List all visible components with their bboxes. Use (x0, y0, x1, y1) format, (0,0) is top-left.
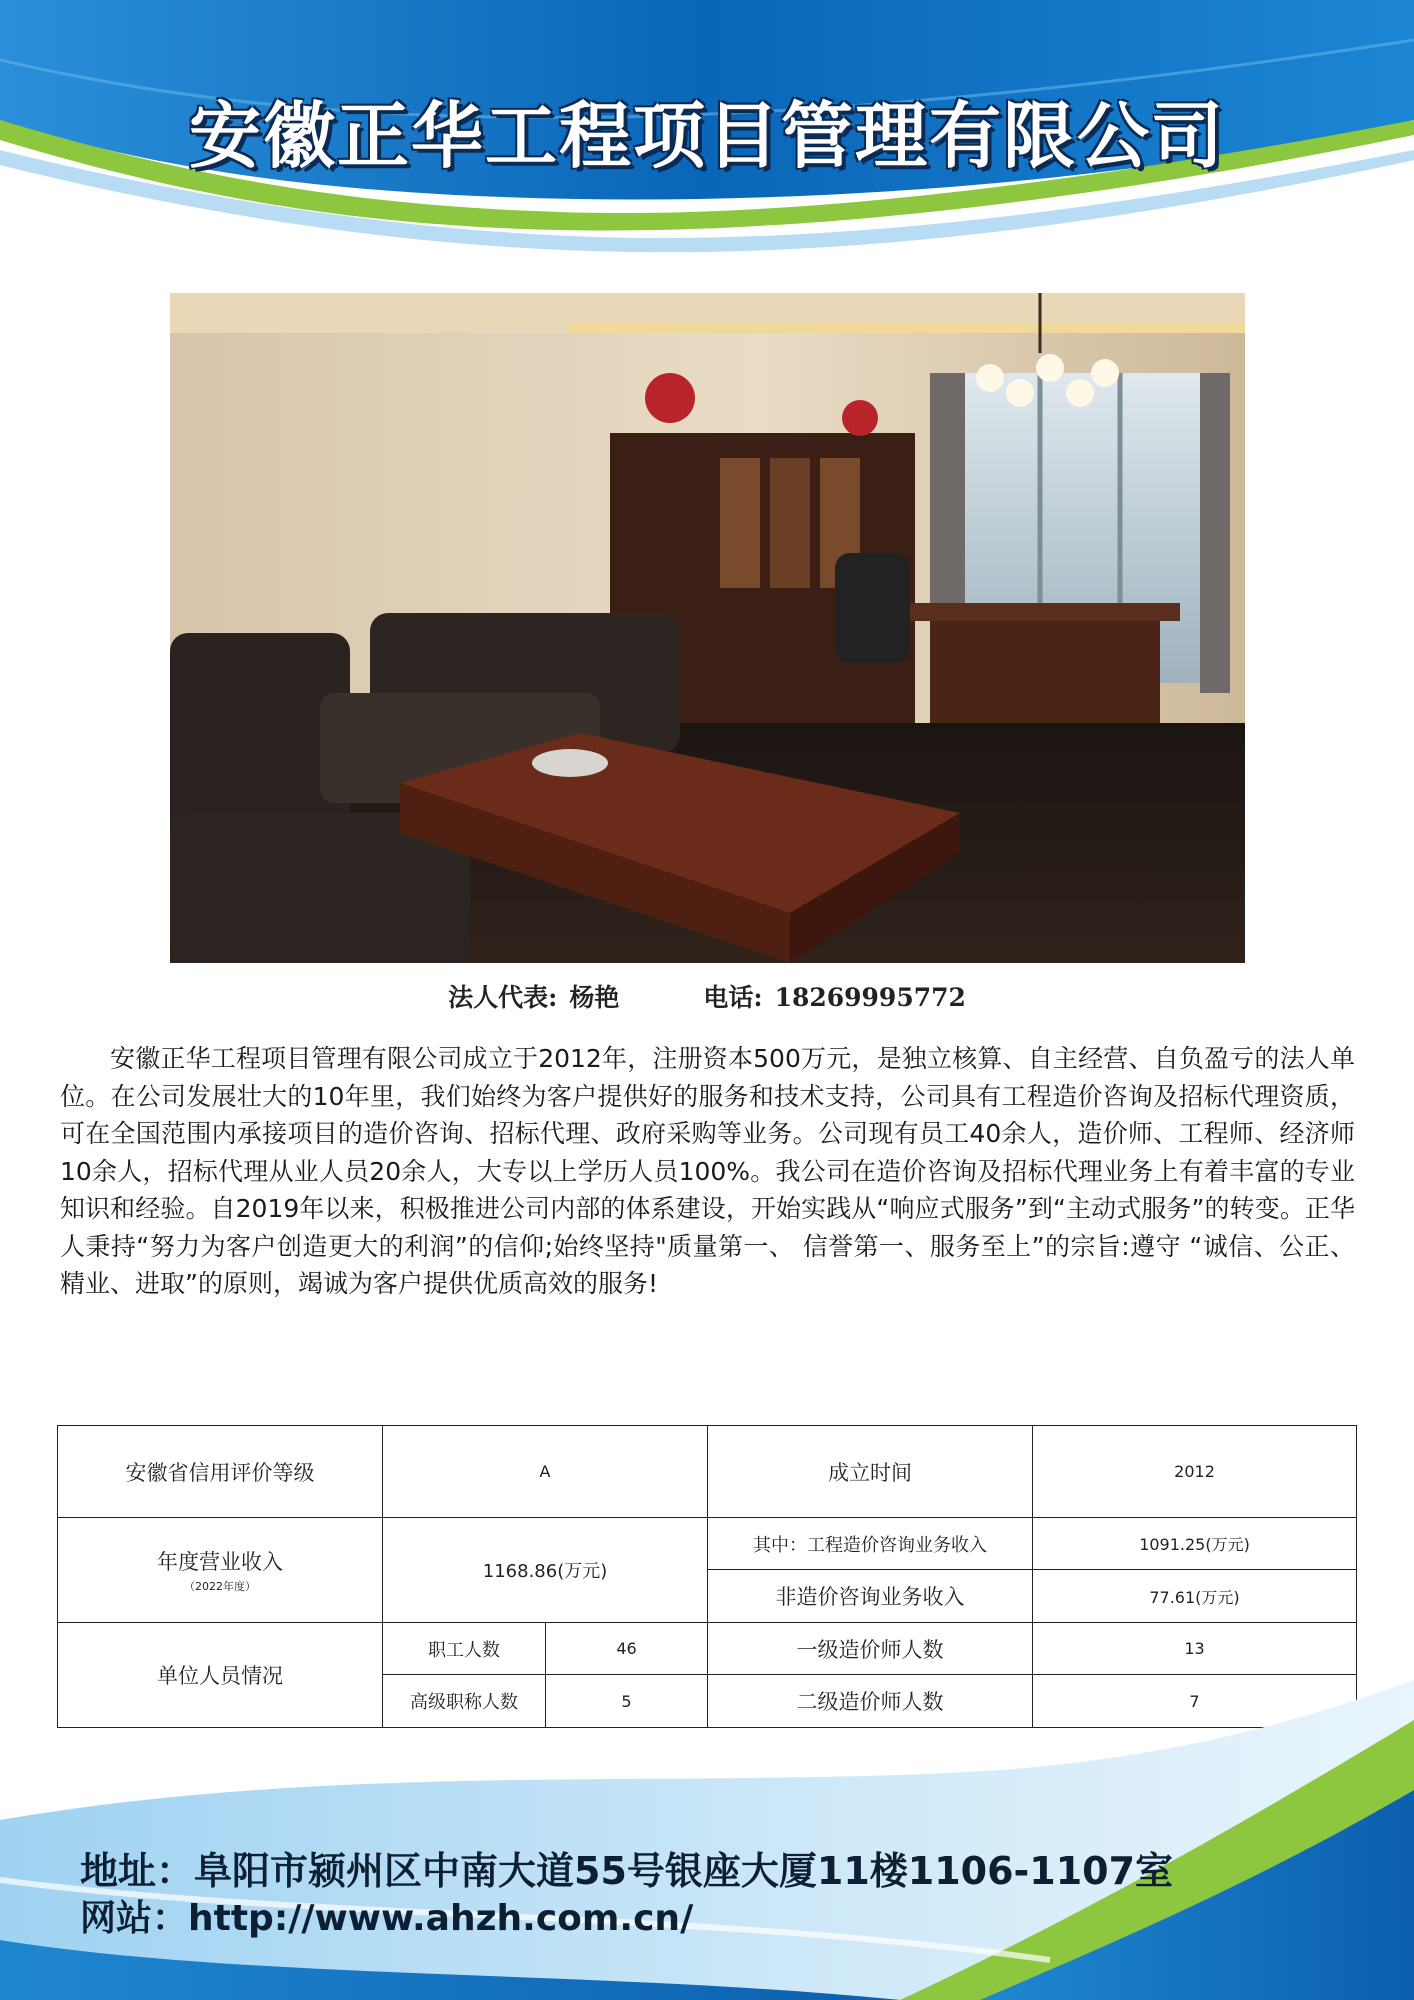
company-website-link[interactable]: 网站：http://www.ahzh.com.cn/ (80, 1898, 694, 1939)
senior-title-label: 高级职称人数 (383, 1675, 546, 1728)
phone-number: 18269995772 (774, 983, 966, 1012)
legal-rep-label: 法人代表: (448, 983, 558, 1012)
company-address: 地址：阜阳市颍州区中南大道55号银座大厦11楼1106-1107室 (80, 1849, 1174, 1893)
phone-label: 电话: (703, 983, 763, 1012)
credit-rating-label: 安徽省信用评价等级 (58, 1426, 383, 1518)
consulting-revenue-label: 其中：工程造价咨询业务收入 (708, 1518, 1033, 1570)
founded-label: 成立时间 (708, 1426, 1033, 1518)
office-photo (170, 293, 1245, 963)
level2-cost-engineer-value: 7 (1033, 1675, 1357, 1728)
contact-line (0, 978, 1414, 1014)
level1-cost-engineer-value: 13 (1033, 1623, 1357, 1675)
senior-title-value: 5 (546, 1675, 708, 1728)
credit-rating-value: A (383, 1426, 708, 1518)
staff-info-label: 单位人员情况 (58, 1623, 383, 1728)
annual-revenue-cell (58, 1518, 383, 1623)
non-consulting-revenue-label: 非造价咨询业务收入 (708, 1570, 1033, 1623)
legal-rep-name: 杨艳 (569, 983, 620, 1012)
annual-revenue-label: 年度营业收入 (157, 1550, 283, 1574)
level1-cost-engineer-label: 一级造价师人数 (708, 1623, 1033, 1675)
employees-label: 职工人数 (383, 1623, 546, 1675)
annual-revenue-note: （2022年度） (184, 1580, 256, 1593)
level2-cost-engineer-label: 二级造价师人数 (708, 1675, 1033, 1728)
founded-value: 2012 (1033, 1426, 1357, 1518)
company-title: 安徽正华工程项目管理有限公司 (188, 93, 1225, 178)
consulting-revenue-value: 1091.25(万元) (1033, 1518, 1357, 1570)
company-introduction: 安徽正华工程项目管理有限公司成立于2012年，注册资本500万元，是独立核算、自主经营、自负盈亏的法人单位。在公司发展壮大的10年里，我们始终为客户提供好的服务和技术支持，公司具有工程造价咨询及招标代理资质，可在全国范围内承接项目的造价咨询、招标代理、政府采购等业务。公司现有员工40余人，造价师、工程师、经济师10余人，招标代理从业人员20余人，大专以上学历人员100%。我公司在造价咨询及招标代理业务上有着丰富的专业知识和经验。自2019年以来，积极推进公司内部的体系建设，开始实践从“响应式服务”到“主动式服务”的转变。正华人秉持“努力为客户创造更大的利润”的信仰;始终坚持"质量第一、 信誉第一、服务至上”的宗旨:遵守 “诚信、公正、精业、进取”的原则，竭诚为客户提供优质高效的服务! (60, 1044, 1355, 1298)
employees-value: 46 (546, 1623, 708, 1675)
non-consulting-revenue-value: 77.61(万元) (1033, 1570, 1357, 1623)
annual-revenue-value: 1168.86(万元) (383, 1518, 708, 1623)
